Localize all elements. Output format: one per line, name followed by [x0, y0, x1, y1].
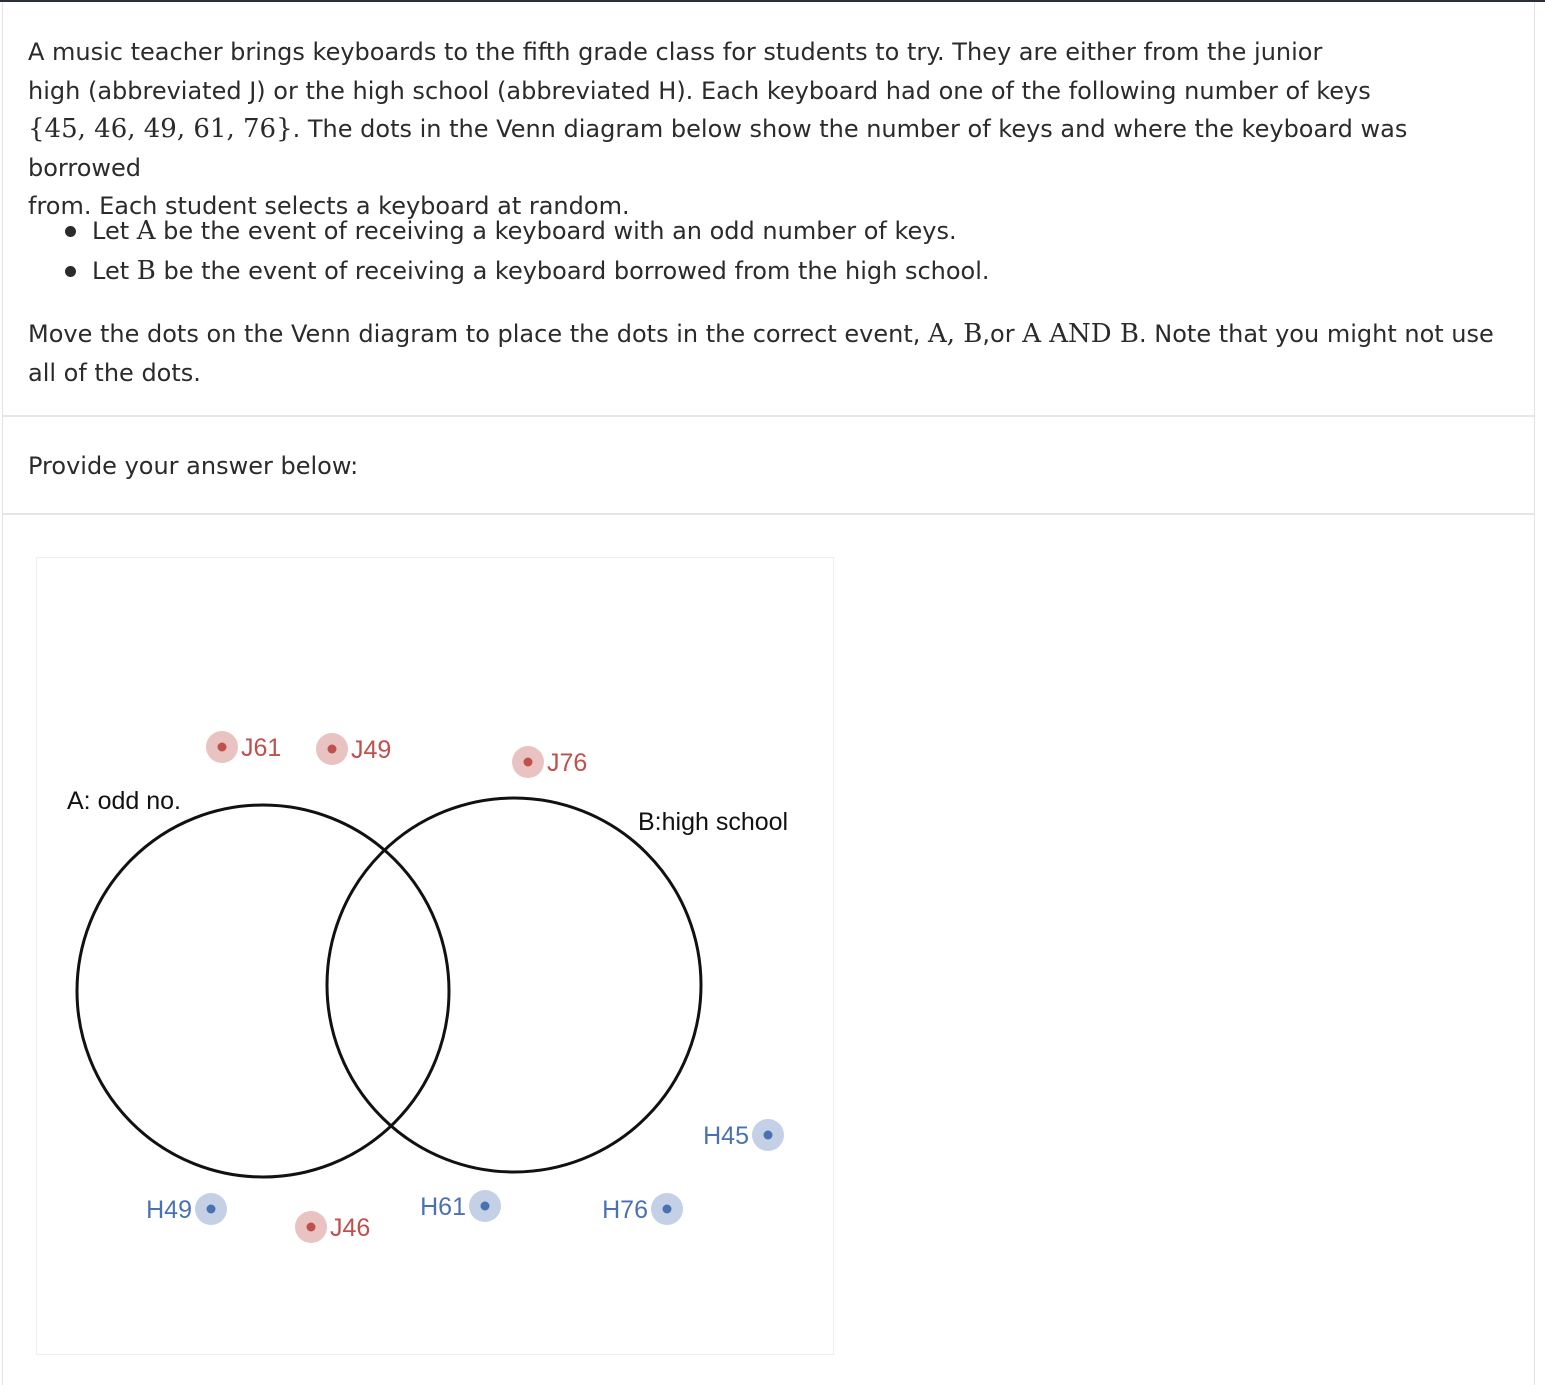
answer-prompt: Provide your answer below: [28, 452, 359, 480]
dot-marker[interactable] [207, 1205, 216, 1214]
dot-j61[interactable] [206, 731, 281, 763]
dot-j46[interactable] [295, 1211, 370, 1243]
question-text [28, 33, 1518, 226]
dot-label: H76 [602, 1196, 648, 1224]
dot-label: H49 [146, 1196, 192, 1224]
dot-marker[interactable] [328, 745, 337, 754]
dot-marker[interactable] [663, 1205, 672, 1214]
event-list [28, 212, 990, 291]
dot-j49[interactable] [316, 733, 391, 765]
key-set: {45, 46, 49, 61, 76} [28, 114, 293, 144]
dot-label: J61 [241, 734, 282, 762]
event-a-symbol: A [136, 216, 156, 246]
dot-marker[interactable] [524, 758, 533, 767]
dot-label: H61 [420, 1193, 466, 1221]
divider [2, 415, 1535, 417]
dot-label: J49 [351, 736, 392, 764]
question-line-1: A music teacher brings keyboards to the fifth grade class for students to try. They are either from the junior [28, 38, 1323, 66]
event-a-item: Let A be the event of receiving a keyboard with an odd number of keys. [28, 212, 990, 252]
dot-h45[interactable] [703, 1119, 784, 1151]
circle-a [77, 805, 449, 1177]
dot-h61[interactable] [420, 1190, 501, 1222]
dot-marker[interactable] [481, 1202, 490, 1211]
divider [2, 513, 1535, 515]
question-line-2: high (abbreviated J) or the high school (abbreviated H). Each keyboard had one of the following number of keys [28, 76, 1371, 105]
dot-label: J46 [330, 1214, 371, 1242]
venn-diagram-panel [36, 557, 834, 1355]
dot-marker[interactable] [764, 1131, 773, 1140]
dot-marker[interactable] [218, 743, 227, 752]
question-line-4: from. Each student selects a keyboard at random. [28, 192, 630, 220]
dot-j76[interactable] [512, 746, 587, 778]
dot-h76[interactable] [602, 1193, 683, 1225]
instruction-symbols: A, B [928, 319, 983, 349]
event-b-item: Let B be the event of receiving a keyboard borrowed from the high school. [28, 252, 990, 292]
circle-a-label: A: odd no. [67, 787, 181, 815]
circle-b-label: B:high school [638, 808, 789, 836]
dot-label: H45 [703, 1122, 749, 1150]
dot-h49[interactable] [146, 1193, 227, 1225]
event-b-symbol: B [136, 255, 156, 286]
question-line-3 [28, 110, 1518, 187]
dot-label: J76 [547, 749, 588, 777]
circle-b [327, 798, 701, 1172]
instruction-text: Move the dots on the Venn diagram to place the dots in the correct event, A, B,or A AND B. Note that you might not use all of the dots. [28, 319, 1494, 387]
question-line-3-rest: . The dots in the Venn diagram below show the number of keys and where the keyboard was borrowed [28, 115, 1408, 182]
instruction-and-symbol: A AND B [1022, 319, 1140, 349]
venn-diagram [37, 558, 835, 1356]
dot-marker[interactable] [307, 1223, 316, 1232]
